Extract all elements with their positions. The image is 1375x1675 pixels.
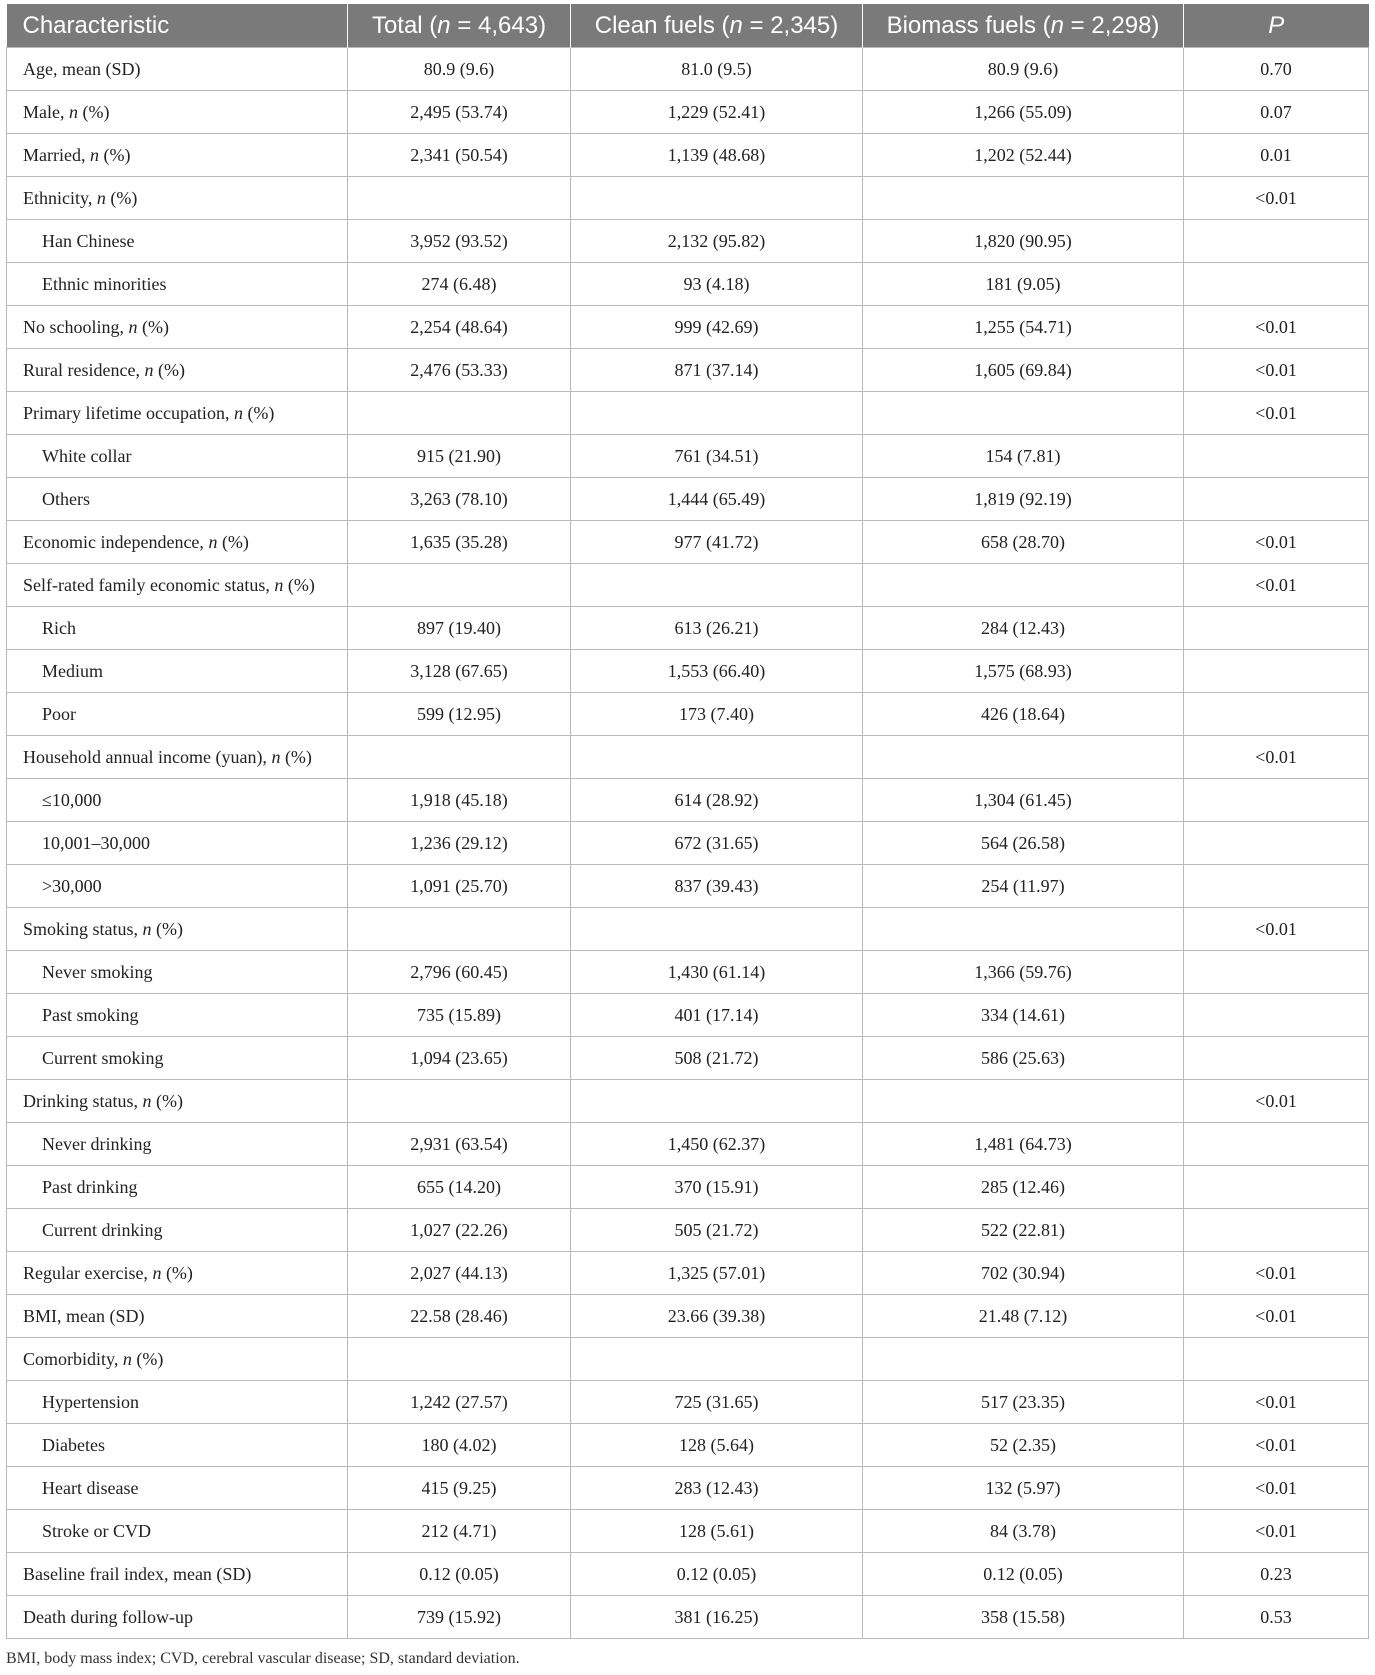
row-characteristic: Drinking status, n (%) [7,1080,348,1123]
cell-clean-fuels: 1,553 (66.40) [571,650,863,693]
cell-p-value [1184,822,1369,865]
row-characteristic: Medium [7,650,348,693]
table-row [7,1424,1369,1467]
cell-clean-fuels: 370 (15.91) [571,1166,863,1209]
cell-total: 1,027 (22.26) [348,1209,571,1252]
cell-p-value: 0.53 [1184,1596,1369,1639]
cell-clean-fuels: 672 (31.65) [571,822,863,865]
cell-total: 897 (19.40) [348,607,571,650]
cell-p-value: <0.01 [1184,521,1369,564]
cell-clean-fuels [571,1080,863,1123]
cell-biomass-fuels [863,177,1184,220]
cell-biomass-fuels [863,1338,1184,1381]
cell-biomass-fuels: 284 (12.43) [863,607,1184,650]
cell-clean-fuels: 508 (21.72) [571,1037,863,1080]
table-row [7,1467,1369,1510]
cell-clean-fuels: 837 (39.43) [571,865,863,908]
cell-clean-fuels: 871 (37.14) [571,349,863,392]
cell-total: 3,952 (93.52) [348,220,571,263]
cell-total: 1,091 (25.70) [348,865,571,908]
table-row [7,306,1369,349]
cell-total [348,564,571,607]
table-row [7,1080,1369,1123]
cell-total: 22.58 (28.46) [348,1295,571,1338]
cell-clean-fuels [571,564,863,607]
table-row [7,1123,1369,1166]
cell-p-value: <0.01 [1184,392,1369,435]
cell-p-value [1184,1166,1369,1209]
cell-biomass-fuels: 181 (9.05) [863,263,1184,306]
cell-biomass-fuels: 1,819 (92.19) [863,478,1184,521]
cell-p-value: <0.01 [1184,1510,1369,1553]
row-characteristic: Married, n (%) [7,134,348,177]
cell-total: 0.12 (0.05) [348,1553,571,1596]
cell-total: 1,242 (27.57) [348,1381,571,1424]
cell-biomass-fuels: 21.48 (7.12) [863,1295,1184,1338]
cell-p-value [1184,435,1369,478]
cell-biomass-fuels [863,736,1184,779]
cell-total: 2,341 (50.54) [348,134,571,177]
cell-clean-fuels: 2,132 (95.82) [571,220,863,263]
cell-p-value [1184,1037,1369,1080]
cell-p-value [1184,865,1369,908]
cell-clean-fuels [571,736,863,779]
cell-total: 1,094 (23.65) [348,1037,571,1080]
cell-p-value [1184,478,1369,521]
cell-p-value [1184,693,1369,736]
table-row [7,1553,1369,1596]
row-characteristic: Age, mean (SD) [7,48,348,91]
row-characteristic: White collar [7,435,348,478]
cell-p-value [1184,994,1369,1037]
cell-total: 3,263 (78.10) [348,478,571,521]
cell-biomass-fuels [863,392,1184,435]
row-characteristic: No schooling, n (%) [7,306,348,349]
cell-clean-fuels: 614 (28.92) [571,779,863,822]
table-row [7,1166,1369,1209]
cell-biomass-fuels: 84 (3.78) [863,1510,1184,1553]
table-footnote: BMI, body mass index; CVD, cerebral vascular disease; SD, standard deviation. [6,1650,520,1667]
cell-biomass-fuels: 658 (28.70) [863,521,1184,564]
cell-clean-fuels: 1,430 (61.14) [571,951,863,994]
cell-total: 1,918 (45.18) [348,779,571,822]
cell-clean-fuels: 381 (16.25) [571,1596,863,1639]
cell-biomass-fuels: 1,820 (90.95) [863,220,1184,263]
cell-biomass-fuels: 254 (11.97) [863,865,1184,908]
row-characteristic: Never smoking [7,951,348,994]
table-row [7,779,1369,822]
cell-clean-fuels: 613 (26.21) [571,607,863,650]
cell-total [348,736,571,779]
cell-total: 212 (4.71) [348,1510,571,1553]
row-characteristic: Male, n (%) [7,91,348,134]
table-row [7,134,1369,177]
cell-total: 1,635 (35.28) [348,521,571,564]
cell-p-value: <0.01 [1184,306,1369,349]
cell-clean-fuels: 1,325 (57.01) [571,1252,863,1295]
cell-total [348,908,571,951]
cell-total: 2,027 (44.13) [348,1252,571,1295]
cell-total: 735 (15.89) [348,994,571,1037]
cell-clean-fuels: 1,450 (62.37) [571,1123,863,1166]
cell-clean-fuels: 1,139 (48.68) [571,134,863,177]
cell-total: 415 (9.25) [348,1467,571,1510]
table-row [7,349,1369,392]
row-characteristic: Current drinking [7,1209,348,1252]
cell-biomass-fuels: 1,481 (64.73) [863,1123,1184,1166]
cell-clean-fuels: 1,229 (52.41) [571,91,863,134]
cell-biomass-fuels [863,1080,1184,1123]
cell-total: 3,128 (67.65) [348,650,571,693]
row-characteristic: ≤10,000 [7,779,348,822]
cell-total: 599 (12.95) [348,693,571,736]
table-row [7,564,1369,607]
cell-p-value: <0.01 [1184,1424,1369,1467]
cell-biomass-fuels: 285 (12.46) [863,1166,1184,1209]
cell-p-value: <0.01 [1184,1381,1369,1424]
cell-p-value: <0.01 [1184,736,1369,779]
cell-clean-fuels [571,392,863,435]
table-row [7,1596,1369,1639]
cell-biomass-fuels: 517 (23.35) [863,1381,1184,1424]
row-characteristic: Household annual income (yuan), n (%) [7,736,348,779]
table-document [6,4,1368,1668]
table-row [7,435,1369,478]
row-characteristic: Heart disease [7,1467,348,1510]
header-biomass-fuels: Biomass fuels (n = 2,298) [863,4,1184,48]
cell-p-value: <0.01 [1184,1080,1369,1123]
cell-biomass-fuels: 80.9 (9.6) [863,48,1184,91]
cell-biomass-fuels: 1,266 (55.09) [863,91,1184,134]
row-characteristic: 10,001–30,000 [7,822,348,865]
table-row [7,1252,1369,1295]
row-characteristic: Rural residence, n (%) [7,349,348,392]
row-characteristic: Never drinking [7,1123,348,1166]
cell-p-value: <0.01 [1184,1295,1369,1338]
cell-p-value: <0.01 [1184,1467,1369,1510]
row-characteristic: Rich [7,607,348,650]
cell-biomass-fuels: 1,605 (69.84) [863,349,1184,392]
cell-clean-fuels: 725 (31.65) [571,1381,863,1424]
cell-total: 915 (21.90) [348,435,571,478]
cell-p-value [1184,1123,1369,1166]
cell-biomass-fuels: 1,304 (61.45) [863,779,1184,822]
cell-total: 2,254 (48.64) [348,306,571,349]
table-row [7,908,1369,951]
cell-biomass-fuels: 702 (30.94) [863,1252,1184,1295]
cell-p-value [1184,650,1369,693]
table-row [7,91,1369,134]
row-characteristic: Economic independence, n (%) [7,521,348,564]
cell-p-value: 0.07 [1184,91,1369,134]
cell-total: 2,931 (63.54) [348,1123,571,1166]
cell-clean-fuels: 173 (7.40) [571,693,863,736]
cell-biomass-fuels: 1,202 (52.44) [863,134,1184,177]
table-row [7,1338,1369,1381]
table-row [7,177,1369,220]
cell-total [348,1338,571,1381]
row-characteristic: Self-rated family economic status, n (%) [7,564,348,607]
cell-biomass-fuels: 358 (15.58) [863,1596,1184,1639]
cell-clean-fuels: 977 (41.72) [571,521,863,564]
cell-p-value: 0.01 [1184,134,1369,177]
row-characteristic: Hypertension [7,1381,348,1424]
cell-clean-fuels: 0.12 (0.05) [571,1553,863,1596]
cell-clean-fuels: 1,444 (65.49) [571,478,863,521]
row-characteristic: Past drinking [7,1166,348,1209]
header-p-value: P [1184,4,1369,48]
cell-biomass-fuels: 0.12 (0.05) [863,1553,1184,1596]
cell-clean-fuels: 999 (42.69) [571,306,863,349]
table-row [7,392,1369,435]
table-row [7,1037,1369,1080]
cell-total: 80.9 (9.6) [348,48,571,91]
table-row [7,736,1369,779]
table-row [7,1510,1369,1553]
row-characteristic: Baseline frail index, mean (SD) [7,1553,348,1596]
cell-total: 655 (14.20) [348,1166,571,1209]
cell-p-value: <0.01 [1184,349,1369,392]
cell-total: 180 (4.02) [348,1424,571,1467]
header-clean-fuels: Clean fuels (n = 2,345) [571,4,863,48]
cell-biomass-fuels: 132 (5.97) [863,1467,1184,1510]
row-characteristic: Others [7,478,348,521]
cell-biomass-fuels: 52 (2.35) [863,1424,1184,1467]
row-characteristic: Diabetes [7,1424,348,1467]
cell-biomass-fuels: 1,575 (68.93) [863,650,1184,693]
table-body [7,48,1369,1639]
cell-p-value [1184,220,1369,263]
characteristics-table [6,4,1369,1639]
cell-clean-fuels: 505 (21.72) [571,1209,863,1252]
cell-biomass-fuels: 522 (22.81) [863,1209,1184,1252]
table-row [7,478,1369,521]
table-row [7,865,1369,908]
cell-p-value [1184,1338,1369,1381]
cell-p-value: 0.23 [1184,1553,1369,1596]
row-characteristic: Ethnic minorities [7,263,348,306]
row-characteristic: >30,000 [7,865,348,908]
cell-p-value [1184,263,1369,306]
row-characteristic: Stroke or CVD [7,1510,348,1553]
row-characteristic: Ethnicity, n (%) [7,177,348,220]
cell-clean-fuels: 761 (34.51) [571,435,863,478]
table-row [7,220,1369,263]
cell-clean-fuels: 23.66 (39.38) [571,1295,863,1338]
row-characteristic: Current smoking [7,1037,348,1080]
cell-biomass-fuels: 1,366 (59.76) [863,951,1184,994]
table-row [7,607,1369,650]
cell-clean-fuels [571,908,863,951]
cell-total: 2,495 (53.74) [348,91,571,134]
cell-p-value [1184,1209,1369,1252]
cell-p-value [1184,951,1369,994]
row-characteristic: Regular exercise, n (%) [7,1252,348,1295]
cell-total: 2,476 (53.33) [348,349,571,392]
cell-total: 2,796 (60.45) [348,951,571,994]
cell-total [348,392,571,435]
cell-biomass-fuels: 586 (25.63) [863,1037,1184,1080]
header-total: Total (n = 4,643) [348,4,571,48]
table-row [7,994,1369,1037]
row-characteristic: Death during follow-up [7,1596,348,1639]
cell-p-value: <0.01 [1184,564,1369,607]
row-characteristic: Primary lifetime occupation, n (%) [7,392,348,435]
cell-biomass-fuels: 1,255 (54.71) [863,306,1184,349]
cell-total [348,177,571,220]
row-characteristic: Poor [7,693,348,736]
cell-total [348,1080,571,1123]
cell-clean-fuels: 283 (12.43) [571,1467,863,1510]
table-row [7,1209,1369,1252]
cell-clean-fuels [571,1338,863,1381]
table-row [7,48,1369,91]
table-row [7,521,1369,564]
cell-clean-fuels: 93 (4.18) [571,263,863,306]
cell-p-value [1184,779,1369,822]
cell-biomass-fuels [863,908,1184,951]
table-row [7,1381,1369,1424]
cell-clean-fuels: 128 (5.64) [571,1424,863,1467]
row-characteristic: Past smoking [7,994,348,1037]
cell-p-value: 0.70 [1184,48,1369,91]
row-characteristic: Han Chinese [7,220,348,263]
row-characteristic: Smoking status, n (%) [7,908,348,951]
table-row [7,1295,1369,1338]
cell-total: 739 (15.92) [348,1596,571,1639]
cell-biomass-fuels [863,564,1184,607]
table-row [7,263,1369,306]
cell-p-value: <0.01 [1184,908,1369,951]
cell-clean-fuels: 128 (5.61) [571,1510,863,1553]
cell-biomass-fuels: 154 (7.81) [863,435,1184,478]
cell-p-value: <0.01 [1184,1252,1369,1295]
cell-clean-fuels [571,177,863,220]
row-characteristic: BMI, mean (SD) [7,1295,348,1338]
cell-total: 1,236 (29.12) [348,822,571,865]
table-row [7,650,1369,693]
table-row [7,693,1369,736]
cell-p-value: <0.01 [1184,177,1369,220]
header-row [7,4,1369,48]
cell-clean-fuels: 401 (17.14) [571,994,863,1037]
table-header [7,4,1369,48]
cell-biomass-fuels: 334 (14.61) [863,994,1184,1037]
cell-total: 274 (6.48) [348,263,571,306]
cell-biomass-fuels: 564 (26.58) [863,822,1184,865]
table-row [7,951,1369,994]
header-characteristic: Characteristic [7,4,348,48]
row-characteristic: Comorbidity, n (%) [7,1338,348,1381]
cell-biomass-fuels: 426 (18.64) [863,693,1184,736]
cell-clean-fuels: 81.0 (9.5) [571,48,863,91]
cell-p-value [1184,607,1369,650]
table-row [7,822,1369,865]
